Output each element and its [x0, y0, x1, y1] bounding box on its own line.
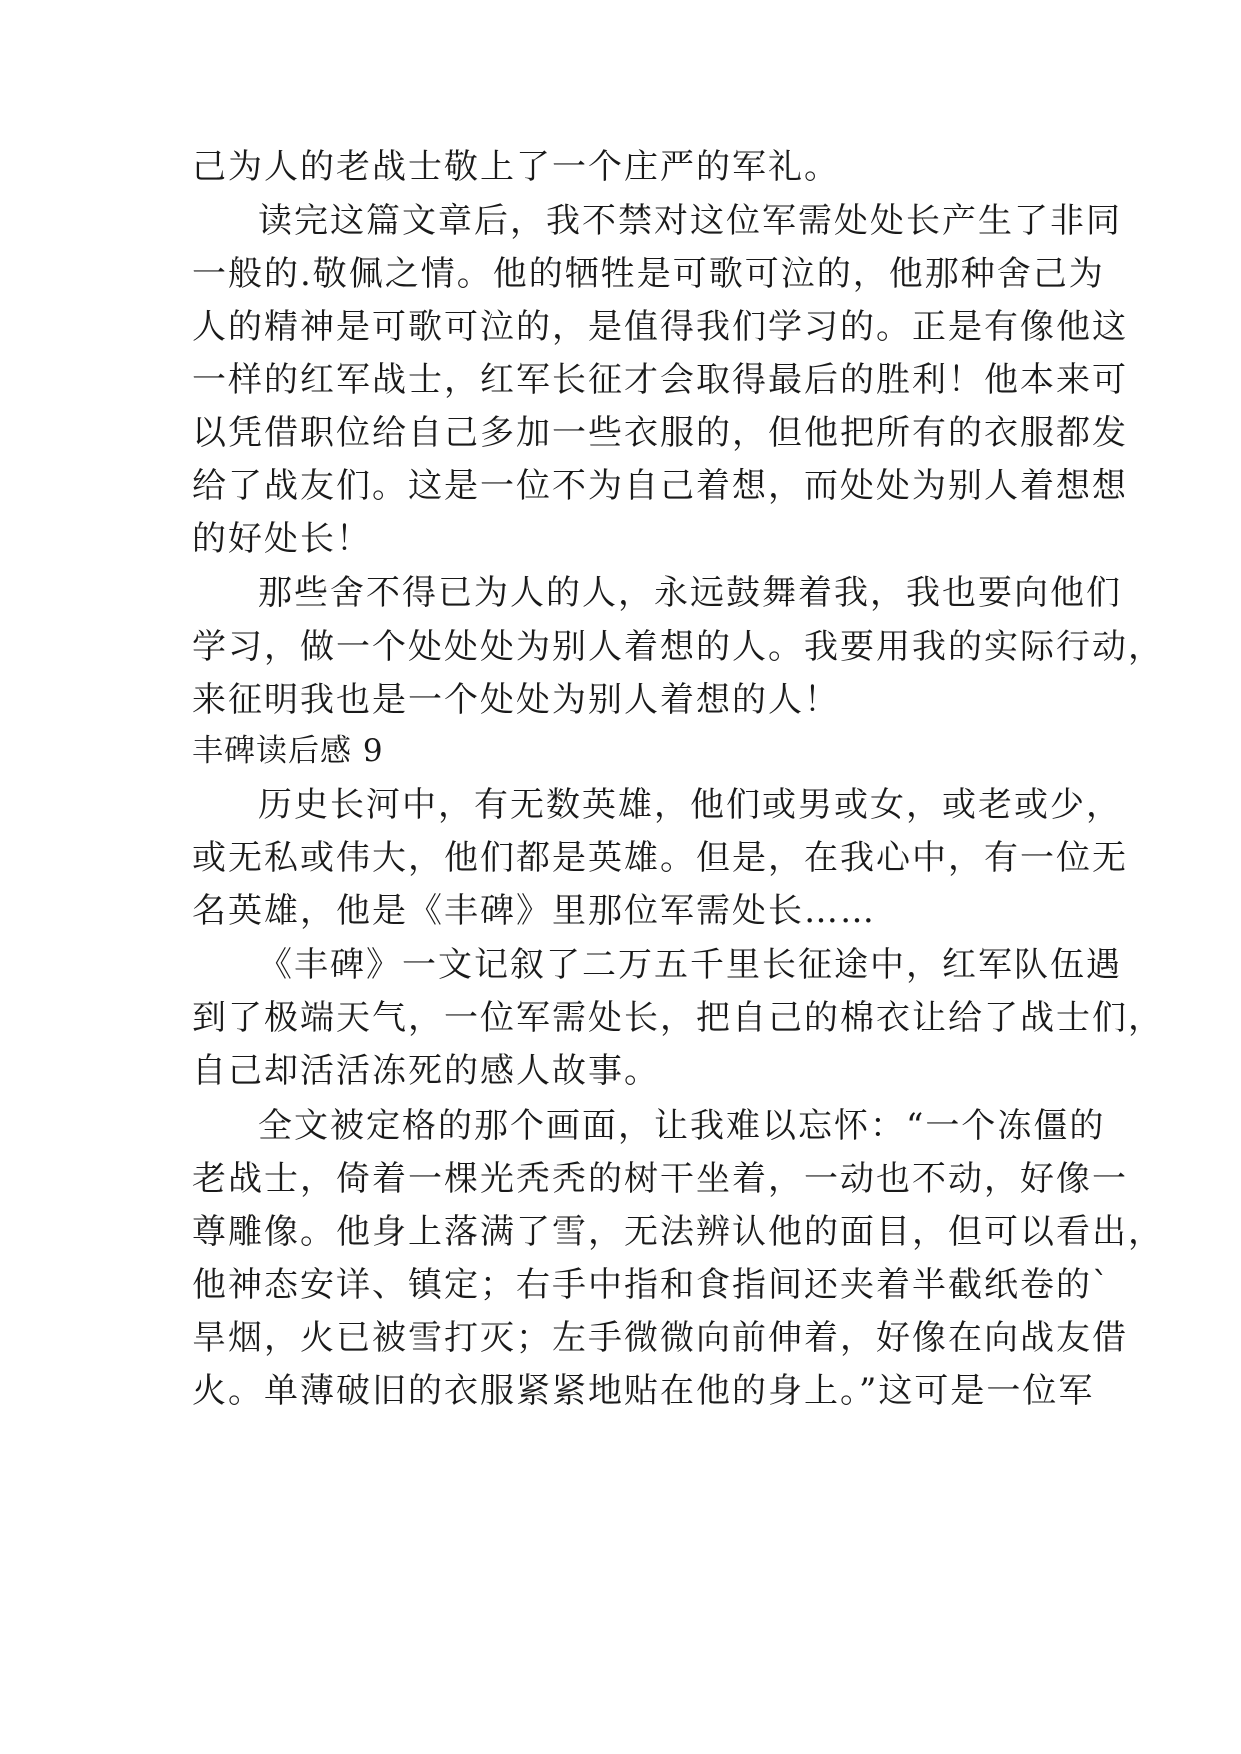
text-line: 名英雄，他是《丰碑》里那位军需处长…… [192, 891, 876, 931]
text-line: 来征明我也是一个处处为别人着想的人！ [192, 680, 840, 720]
paragraph-start: 全文被定格的那个画面，让我难以忘怀：“一个冻僵的 [258, 1106, 1106, 1146]
text-line: 他神态安详、镇定；右手中指和食指间还夹着半截纸卷的` [192, 1265, 1111, 1305]
text-line: 的好处长！ [192, 519, 372, 559]
text-line: 一样的红军战士，红军长征才会取得最后的胜利！他本来可 [192, 360, 1128, 400]
text-line: 老战士，倚着一棵光秃秃的树干坐着，一动也不动，好像一 [192, 1159, 1128, 1199]
text-line: 尊雕像。他身上落满了雪，无法辨认他的面目，但可以看出， [192, 1212, 1164, 1252]
text-line: 人的精神是可歌可泣的，是值得我们学习的。正是有像他这 [192, 307, 1128, 347]
text-line: 自己却活活冻死的感人故事。 [192, 1051, 660, 1091]
text-line: 一般的.敬佩之情。他的牺牲是可歌可泣的，他那种舍己为 [192, 254, 1105, 294]
paragraph-start: 那些舍不得已为人的人，永远鼓舞着我，我也要向他们 [258, 573, 1122, 613]
paragraph-start: 历史长河中，有无数英雄，他们或男或女，或老或少， [258, 785, 1122, 825]
text-line: 以凭借职位给自己多加一些衣服的，但他把所有的衣服都发 [192, 413, 1128, 453]
text-line: 己为人的老战士敬上了一个庄严的军礼。 [192, 147, 840, 187]
text-line: 火。单薄破旧的衣服紧紧地贴在他的身上。”这可是一位军 [192, 1371, 1095, 1411]
paragraph-start: 读完这篇文章后，我不禁对这位军需处处长产生了非同 [258, 201, 1122, 241]
section-heading: 丰碑读后感 9 [192, 733, 384, 769]
text-line: 给了战友们。这是一位不为自己着想，而处处为别人着想想 [192, 466, 1128, 506]
text-line: 旱烟，火已被雪打灭；左手微微向前伸着，好像在向战友借 [192, 1318, 1128, 1358]
paragraph-start: 《丰碑》一文记叙了二万五千里长征途中，红军队伍遇 [258, 945, 1122, 985]
text-line: 学习，做一个处处处为别人着想的人。我要用我的实际行动， [192, 627, 1164, 667]
text-line: 到了极端天气，一位军需处长，把自己的棉衣让给了战士们， [192, 998, 1164, 1038]
text-line: 或无私或伟大，他们都是英雄。但是，在我心中，有一位无 [192, 838, 1128, 878]
